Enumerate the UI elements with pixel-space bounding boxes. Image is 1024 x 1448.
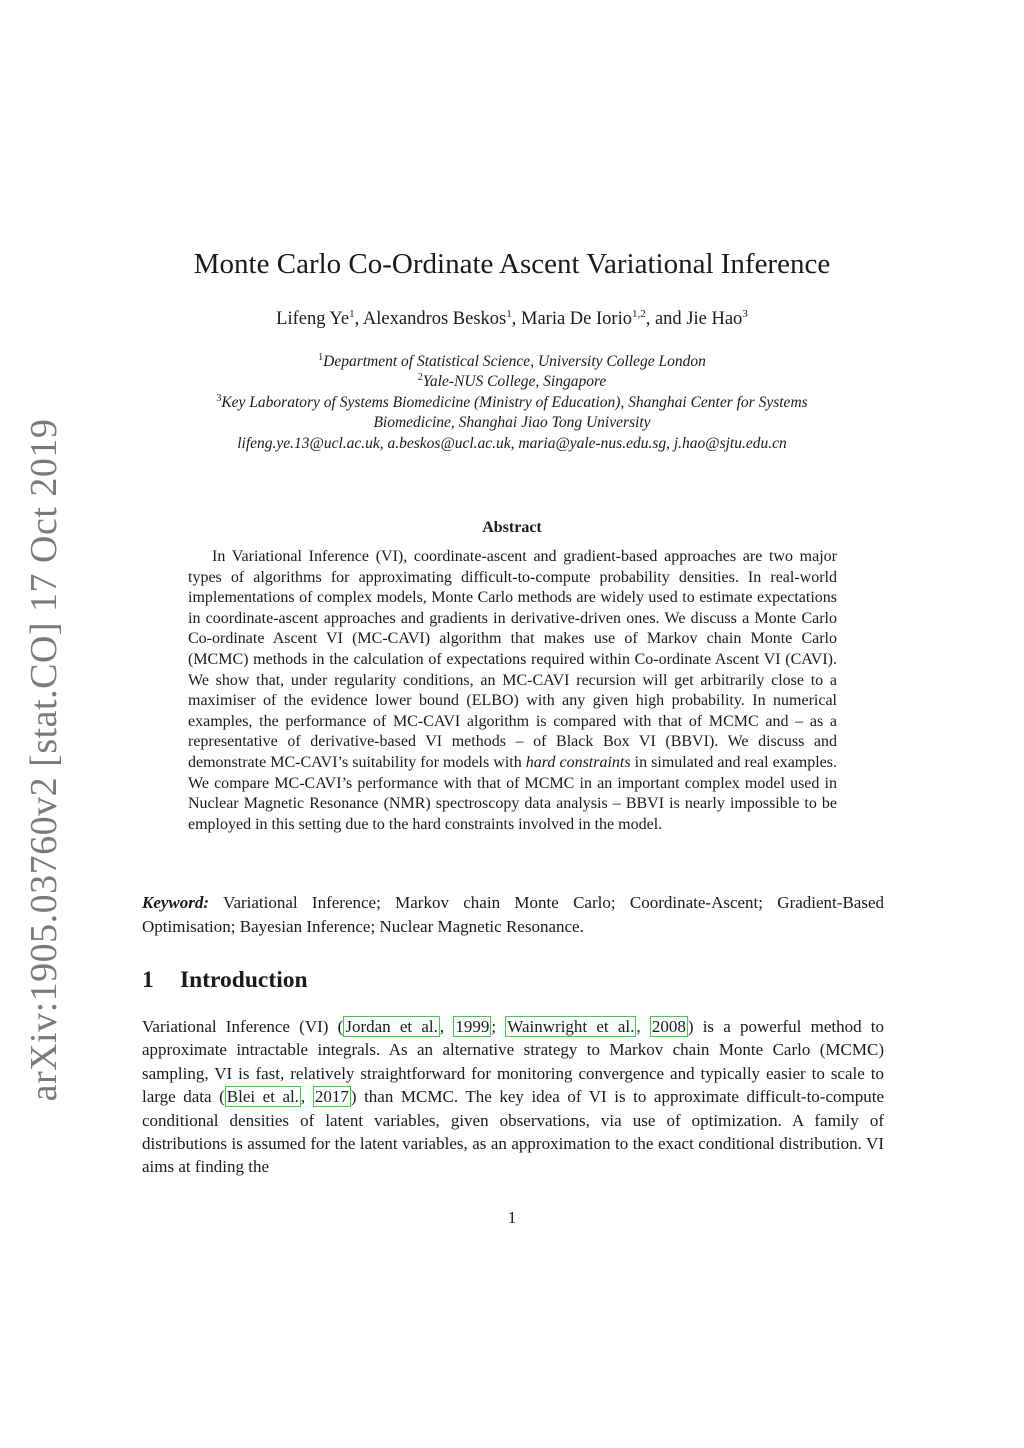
author-name: Lifeng Ye (276, 309, 350, 329)
affiliation-line (140, 414, 884, 432)
affiliation-text: Department of Statistical Science, University College London (323, 353, 706, 370)
citation-link[interactable]: 2017 (314, 1087, 349, 1107)
author-affiliation-mark: 1 (506, 308, 512, 320)
page-number: 1 (507, 1208, 517, 1227)
author-affiliation-mark: 3 (742, 308, 748, 320)
intro-paragraph: Variational Inference (VI) ( Jordan et al. , 1999 ; Wainwright et al. , 2008 ) is a powerful method to approximate intractable integrals. As an alternative strategy to Markov chain Monte Carlo (MCMC) sampling, VI is fast, relatively straightforward for monitoring convergence and typically easier to scale to large data ( Blei et al. , 2017 ) than MCMC. The key idea of VI is to approximate difficult-to-compute conditional densities of latent variables, given observations, via use of optimization. A family of distributions is assumed for the latent variables, as an approximation to the exact conditional distribution. VI aims at finding the (142, 1017, 885, 1177)
keywords (142, 891, 884, 939)
keywords-label: Keyword: (142, 893, 210, 912)
keywords-text: Variational Inference; Markov chain Monte Carlo; Coordinate-Ascent; Gradient-Based Optimisation; Bayesian Inference; Nuclear Magnetic Resonance. (142, 893, 884, 936)
affiliation-line (140, 394, 884, 412)
author-name: Jie Hao (686, 309, 743, 329)
author-name: Alexandros Beskos (362, 309, 507, 329)
citation-link[interactable]: 1999 (455, 1017, 490, 1036)
affiliation-line (140, 373, 884, 391)
citation-link[interactable]: Wainwright et al. (507, 1017, 635, 1036)
abstract-emphasis: hard constraints (525, 753, 631, 771)
section-title: Introduction (180, 967, 308, 993)
affiliation-mark: 1 (318, 352, 324, 363)
intro-text: ) is a powerful method to approximate intractable integrals. As an alternative strategy to Markov chain Monte Carlo (MCMC) sampling, VI is fast, relatively straightforward for monitoring convergence and typically easier to scale to large data ( (142, 1017, 885, 1107)
abstract-body (188, 547, 837, 835)
intro-text: ) than MCMC. The key idea of VI is to approximate difficult-to-compute conditional densities of latent variables, given observations, via use of optimization. A family of distributions is assumed for the latent variables, as an approximation to the exact conditional distribution. VI aims at finding the (142, 1087, 884, 1177)
affiliation-text: Yale-NUS College, Singapore (422, 373, 607, 390)
abstract-text: In Variational Inference (VI), coordinate-ascent and gradient-based approaches are two major types of algorithms for approximating difficult-to-compute probability densities. In real-world implementations of complex models, Monte Carlo methods are widely used to estimate expectations in coordinate-ascent approaches and gradients in derivative-driven ones. We discuss a Monte Carlo Co-ordinate Ascent VI (MC-CAVI) algorithm that makes use of Markov chain Monte Carlo (MCMC) methods in the calculation of expectations required within Co-ordinate Ascent VI (CAVI). We show that, under regularity conditions, an MC-CAVI recursion will get arbitrarily close to a maximiser of the evidence lower bound (ELBO) with any given high probability. In numerical examples, the performance of MC-CAVI algorithm is compared with that of MCMC and – as a representative of derivative-based VI methods – of Black Box VI (BBVI). We discuss and demonstrate MC-CAVI’s suitability for models with (188, 548, 837, 771)
arxiv-identifier: arXiv:1905.03760v2 [stat.CO] 17 Oct 2019 (23, 418, 65, 1102)
abstract-text: in simulated and real examples. We compare MC-CAVI’s performance with that of MCMC in an important complex model used in Nuclear Magnetic Resonance (NMR) spectroscopy data analysis – BBVI is nearly impossible to be employed in this setting due to the hard constraints involved in the model. (188, 753, 838, 833)
author-separator: , and (645, 309, 687, 329)
citation-link[interactable]: Blei et al. (226, 1087, 300, 1107)
author-emails: lifeng.ye.13@ucl.ac.uk, a.beskos@ucl.ac.uk, maria@yale-nus.edu.sg, j.hao@sjtu.edu.cn (237, 435, 787, 452)
author-name: Maria De Iorio (521, 309, 632, 329)
citation-link[interactable]: 2008 (651, 1017, 686, 1036)
author-list (0, 309, 1024, 330)
affiliation-mark: 3 (216, 393, 222, 404)
affiliation-mark: 2 (417, 372, 423, 383)
abstract-heading: Abstract (482, 519, 542, 536)
intro-text: Variational Inference (VI) ( (142, 1017, 344, 1036)
affiliation-text: Biomedicine, Shanghai Jiao Tong University (373, 414, 651, 431)
author-affiliation-mark: 1 (349, 308, 355, 320)
author-separator: , (511, 309, 521, 329)
author-separator: , (354, 309, 363, 329)
affiliation-text: Key Laboratory of Systems Biomedicine (Ministry of Education), Shanghai Center for Systems (221, 394, 808, 411)
author-affiliation-mark: 1,2 (631, 308, 646, 320)
paper-title: Monte Carlo Co-Ordinate Ascent Variational Inference (193, 248, 831, 280)
citation-link[interactable]: Jordan et al. (345, 1017, 438, 1036)
section-heading (142, 967, 308, 994)
section-number: 1 (142, 967, 154, 993)
affiliation-line (140, 353, 884, 371)
